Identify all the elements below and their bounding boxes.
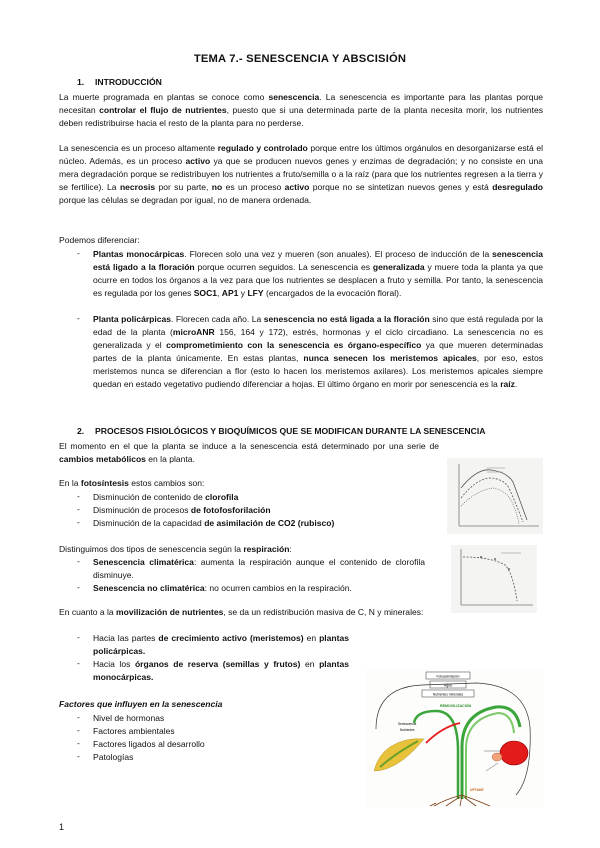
bullet-dash: -	[77, 738, 80, 748]
bullet-dash: -	[77, 556, 80, 566]
diagram-label-fotoasimilacion: Fotoasimilación	[436, 674, 460, 679]
bullet-dash: -	[77, 712, 80, 722]
factor-item: Patologías	[93, 752, 134, 762]
bullet-dash: -	[77, 504, 80, 514]
bullet-dash: -	[77, 725, 80, 735]
section-2-intro: El momento en el que la planta se induce a la senescencia está determinado por una serie de cambios metabólicos en la planta.	[59, 441, 439, 465]
respiracion-item-1: Senescencia climatérica: aumenta la respiración aunque el contenido de clorofila disminuye.	[93, 557, 426, 581]
section-2-number: 2.	[77, 426, 85, 436]
respiracion-item-2: Senescencia no climatérica: no ocurren cambios en la respiración.	[93, 583, 352, 593]
list-item-monocarpicas: Plantas monocárpicas. Florecen solo una vez y mueren (son anuales). El proceso de inducción de la senescencia está ligado a la floración porque ocurren seguidos. La senescencia es generalizada y muere toda la planta ya que ocurre en todos los órganos a la vez para que los nutrientes se desplacen a fruto y semilla. Por tanto, la senescencia es regulada por los genes SOC1, AP1 y LFY (encargados de la evocación floral).	[93, 249, 543, 299]
fotosintesis-item-1: Disminución de contenido de clorofila	[93, 492, 239, 502]
diagram-label-removilizacion: REMOVILIZACIÓN	[440, 704, 472, 708]
movilizacion-item-2: Hacia los órganos de reserva (semillas y frutos) en plantas monocárpicas.	[93, 659, 349, 683]
movilizacion-item-1: Hacia las partes de crecimiento activo (meristemos) en plantas policárpicas.	[93, 633, 350, 657]
diagram-label-nutrientes: Nutrientes minerales	[432, 692, 464, 697]
bullet-dash: -	[77, 517, 80, 527]
respiracion-intro: Distinguimos dos tipos de senescencia según la respiración:	[59, 544, 292, 554]
factor-item: Nivel de hormonas	[93, 713, 165, 723]
factores-heading: Factores que influyen en la senescencia	[59, 699, 223, 709]
section-2-heading: PROCESOS FISIOLÓGICOS Y BIOQUÍMICOS QUE SE MODIFICAN DURANTE LA SENESCENCIA	[95, 426, 486, 436]
fotosintesis-item-3: Disminución de la capacidad de asimilación de CO2 (rubisco)	[93, 518, 335, 528]
bullet-dash: -	[77, 313, 80, 323]
diagram-label-nutrients: Nutrientes	[400, 728, 415, 732]
factor-item: Factores ligados al desarrollo	[93, 739, 205, 749]
bullet-dash: -	[77, 248, 80, 258]
intro-paragraph-2: La senescencia es un proceso altamente regulado y controlado porque entre los últimos orgánulos en desorganizarse está el núcleo. Además, es un proceso activo ya que se producen nuevos genes y enzimas de degradación; y no consiste en una mera degradación porque se redistribuyen los nutrientes a fruto/semilla o a la raíz (para que los nutrientes regresen a la tierra y se fertilice). La necrosis por su parte, no es un proceso activo porque no se sintetizan nuevos genes y está desregulado porque las células se degradan por igual, no de manera ordenada.	[59, 143, 544, 206]
podemos-diferenciar: Podemos diferenciar:	[59, 235, 140, 245]
diagram-label-agua: Agua	[444, 683, 452, 688]
bullet-dash: -	[77, 751, 80, 761]
respiration-graph-figure	[451, 545, 537, 613]
fruit-shape	[500, 741, 528, 765]
list-item-policarpicas: Planta policárpicas. Florecen cada año. La senescencia no está ligada a la floración sino que está regulada por la edad de la planta (microANR 156, 164 y 172), estrés, hormonas y el ciclo circadiano. La senescencia no es generalizada y el comprometimiento con la senescencia es órgano-específico ya que mueren determinadas partes de la planta únicamente. En estas plantas, nunca senecen los meristemos apicales, por eso, estos meristemos nunca se diferencian a flor (esto lo hacen los meristemos axilares). Los meristemos apicales siempre quedan en estado vegetativo pudiendo diferenciar a hojas. El último órgano en morir por senescencia es la raíz.	[93, 314, 544, 390]
section-1-heading: INTRODUCCIÓN	[95, 77, 162, 87]
photosynthesis-graph-figure	[447, 458, 543, 534]
page-number: 1	[59, 822, 65, 832]
document-title: TEMA 7.- SENESCENCIA Y ABSCISIÓN	[193, 53, 407, 65]
section-1-number: 1.	[77, 77, 85, 87]
bullet-dash: -	[77, 658, 80, 668]
diagram-label-senescencia: Senescencia	[398, 722, 417, 726]
diagram-label-uptake: UPTAKE	[470, 788, 484, 792]
bullet-dash: -	[77, 582, 80, 592]
intro-paragraph-1: La muerte programada en plantas se conoce como senescencia. La senescencia es importante para las plantas porque necesitan controlar el flujo de nutrientes, puesto que si una determinada parte de la planta necesita morir, los nutrientes deben redistribuirse hacia el resto de la planta para no perderse.	[59, 92, 543, 129]
bullet-dash: -	[77, 491, 80, 501]
bullet-dash: -	[77, 632, 80, 642]
fotosintesis-intro: En la fotosíntesis estos cambios son:	[59, 478, 205, 488]
movilizacion-intro: En cuanto a la movilización de nutrientes, se da un redistribución masiva de C, N y minerales:	[59, 607, 424, 617]
fotosintesis-item-2: Disminución de procesos de fotofosforilación	[93, 505, 271, 515]
factor-item: Factores ambientales	[93, 726, 175, 736]
nutrient-remobilization-diagram	[366, 667, 544, 807]
